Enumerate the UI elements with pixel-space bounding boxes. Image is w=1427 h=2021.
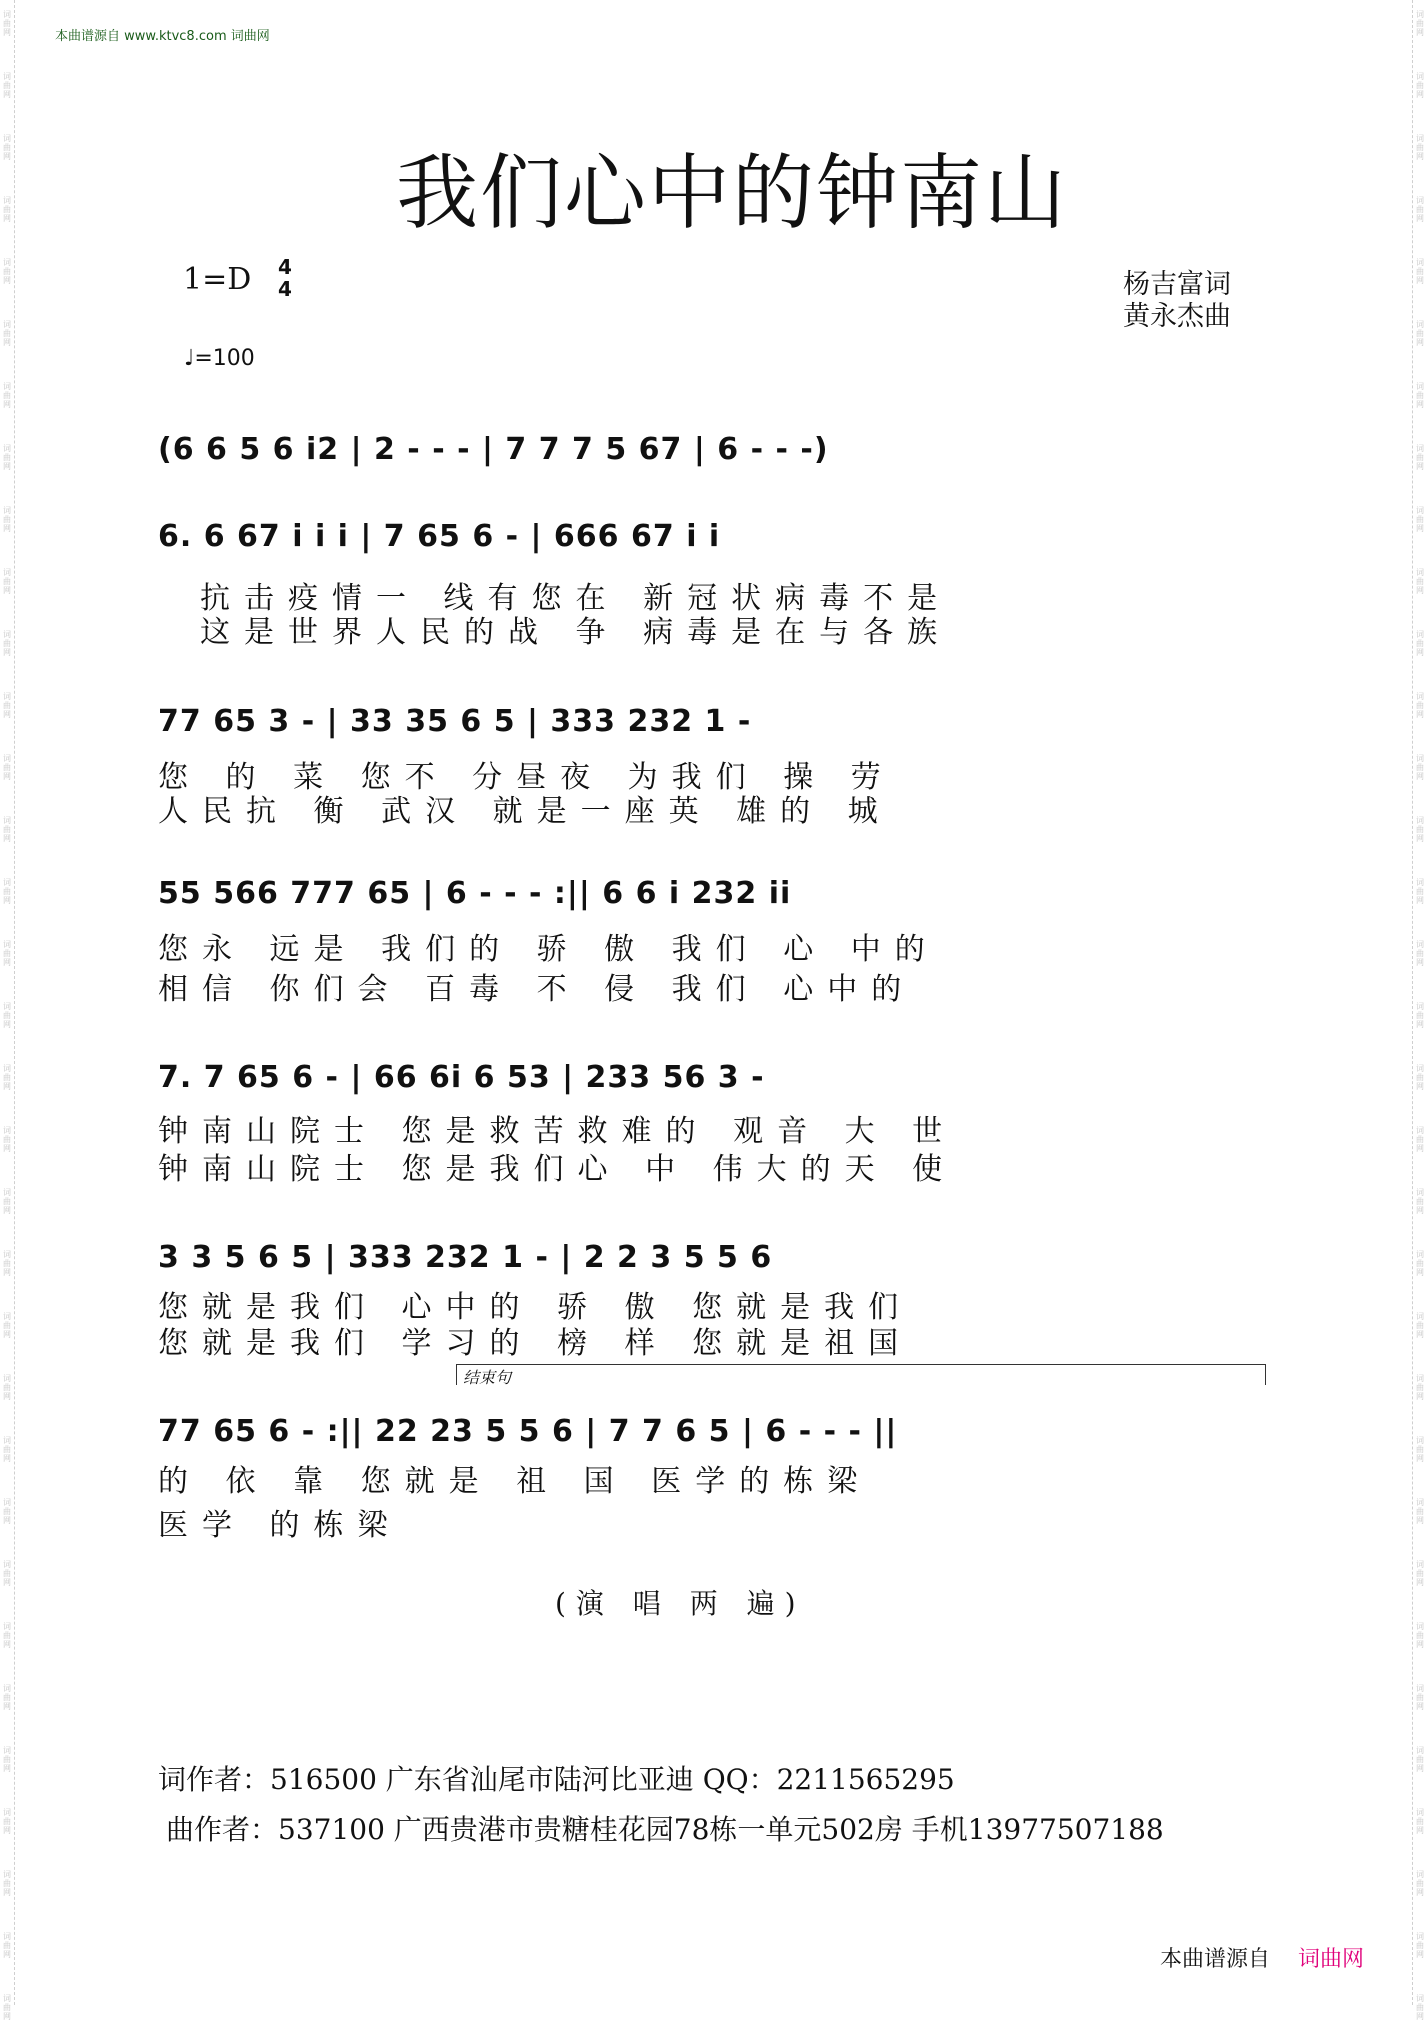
source-header: 本曲谱源自 www.ktvc8.com 词曲网 bbox=[55, 29, 270, 44]
lyricist-contact: 词作者：516500 广东省汕尾市陆河比亚迪 QQ：2211565295 bbox=[158, 1763, 955, 1796]
edge-watermark-mark: 词曲网 bbox=[3, 196, 11, 223]
edge-watermark-mark: 词曲网 bbox=[3, 320, 11, 347]
ending-label: 结束句 bbox=[463, 1368, 512, 1387]
notation-row bbox=[158, 862, 1268, 918]
ending-bracket bbox=[456, 1364, 1266, 1385]
notes: 55 566 777 65 | 6 - - - :|| 6 6 i 232 ii bbox=[158, 876, 792, 911]
edge-watermark-mark: 词曲网 bbox=[1416, 1994, 1424, 2021]
composer-contact: 曲作者：537100 广西贵港市贵糖桂花园78栋一单元502房 手机13977507188 bbox=[166, 1813, 1164, 1846]
time-signature-top: 4 bbox=[278, 255, 292, 279]
edge-watermark-mark: 词曲网 bbox=[1416, 1436, 1424, 1463]
edge-watermark-mark: 词曲网 bbox=[1416, 1498, 1424, 1525]
edge-watermark-mark: 词曲网 bbox=[1416, 1188, 1424, 1215]
score-system-7 bbox=[158, 1400, 1268, 1543]
edge-watermark-mark: 词曲网 bbox=[3, 1250, 11, 1277]
time-signature-bottom: 4 bbox=[278, 277, 292, 301]
right-watermark-strip bbox=[1412, 0, 1427, 2021]
page-title: 我们心中的钟南山 bbox=[396, 146, 1069, 241]
edge-watermark-mark: 词曲网 bbox=[1416, 568, 1424, 595]
lyric-verse-2: 钟南山院士 您是我们心 中 伟大的天 使 bbox=[158, 1152, 957, 1187]
edge-watermark-mark: 词曲网 bbox=[1416, 1374, 1424, 1401]
edge-watermark-mark: 词曲网 bbox=[3, 10, 11, 37]
edge-watermark-mark: 词曲网 bbox=[1416, 1312, 1424, 1339]
score-system-4 bbox=[158, 862, 1268, 1007]
score-system-3 bbox=[158, 690, 1268, 829]
notation-row bbox=[158, 505, 1268, 561]
edge-watermark-mark: 词曲网 bbox=[3, 1126, 11, 1153]
edge-watermark-mark: 词曲网 bbox=[3, 1188, 11, 1215]
edge-watermark-mark: 词曲网 bbox=[3, 1808, 11, 1835]
notes: 6. 6 67 i i i | 7 65 6 - | 666 67 i i bbox=[158, 519, 721, 554]
time-signature bbox=[278, 256, 292, 300]
score-system-1 bbox=[158, 418, 1268, 494]
performance-note: (演 唱 两 遍) bbox=[555, 1587, 806, 1620]
lyric-verse-2: 人民抗 衡 武汉 就是一座英 雄的 城 bbox=[158, 794, 892, 829]
notation-row bbox=[158, 690, 1268, 746]
edge-watermark-mark: 词曲网 bbox=[1416, 72, 1424, 99]
edge-watermark-mark: 词曲网 bbox=[3, 754, 11, 781]
edge-watermark-mark: 词曲网 bbox=[3, 1002, 11, 1029]
edge-watermark-mark: 词曲网 bbox=[3, 1994, 11, 2021]
lyric-verse-1: 您就是我们 心中的 骄 傲 您就是我们 bbox=[158, 1290, 913, 1325]
left-watermark-strip bbox=[0, 0, 15, 2021]
edge-watermark-mark: 词曲网 bbox=[1416, 878, 1424, 905]
edge-watermark-mark: 词曲网 bbox=[1416, 1002, 1424, 1029]
edge-watermark-mark: 词曲网 bbox=[3, 940, 11, 967]
lyric-verse-2: 您就是我们 学习的 榜 样 您就是祖国 bbox=[158, 1326, 913, 1361]
bottom-source-label: 本曲谱源自 bbox=[1160, 1947, 1271, 1972]
edge-watermark-mark: 词曲网 bbox=[1416, 1064, 1424, 1091]
edge-watermark-mark: 词曲网 bbox=[3, 1622, 11, 1649]
edge-watermark-mark: 词曲网 bbox=[1416, 816, 1424, 843]
edge-watermark-mark: 词曲网 bbox=[3, 1064, 11, 1091]
lyric-verse-2: 这是世界人民的战 争 病毒是在与各族 bbox=[200, 615, 952, 650]
edge-watermark-mark: 词曲网 bbox=[1416, 1126, 1424, 1153]
edge-watermark-mark: 词曲网 bbox=[1416, 382, 1424, 409]
notes: 7. 7 65 6 - | 66 6i 6 53 | 233 56 3 - bbox=[158, 1060, 765, 1095]
bottom-source-site: 词曲网 bbox=[1298, 1947, 1365, 1972]
edge-watermark-mark: 词曲网 bbox=[3, 1932, 11, 1959]
edge-watermark-mark: 词曲网 bbox=[3, 1312, 11, 1339]
edge-watermark-mark: 词曲网 bbox=[1416, 134, 1424, 161]
edge-watermark-mark: 词曲网 bbox=[1416, 754, 1424, 781]
score-system-6 bbox=[158, 1226, 1268, 1361]
edge-watermark-mark: 词曲网 bbox=[3, 630, 11, 657]
composer-credit: 黄永杰曲 bbox=[1123, 301, 1231, 332]
edge-watermark-mark: 词曲网 bbox=[3, 1374, 11, 1401]
edge-watermark-mark: 词曲网 bbox=[3, 692, 11, 719]
notation-row bbox=[158, 1046, 1268, 1102]
edge-watermark-mark: 词曲网 bbox=[1416, 940, 1424, 967]
lyricist-credit: 杨吉富词 bbox=[1123, 269, 1231, 300]
edge-watermark-mark: 词曲网 bbox=[3, 1560, 11, 1587]
edge-watermark-mark: 词曲网 bbox=[1416, 1250, 1424, 1277]
edge-watermark-mark: 词曲网 bbox=[1416, 196, 1424, 223]
edge-watermark-mark: 词曲网 bbox=[1416, 320, 1424, 347]
edge-watermark-mark: 词曲网 bbox=[1416, 506, 1424, 533]
edge-watermark-mark: 词曲网 bbox=[1416, 10, 1424, 37]
notes: 77 65 6 - :|| 22 23 5 5 6 | 7 7 6 5 | 6 - - - || bbox=[158, 1414, 898, 1449]
edge-watermark-mark: 词曲网 bbox=[3, 1684, 11, 1711]
notes: 3 3 5 6 5 | 333 232 1 - | 2 2 3 5 5 6 bbox=[158, 1240, 773, 1275]
score-system-5 bbox=[158, 1046, 1268, 1187]
edge-watermark-mark: 词曲网 bbox=[1416, 1870, 1424, 1897]
edge-watermark-mark: 词曲网 bbox=[3, 1746, 11, 1773]
edge-watermark-mark: 词曲网 bbox=[3, 382, 11, 409]
lyric-verse-2: 相信 你们会 百毒 不 侵 我们 心中的 bbox=[158, 972, 916, 1007]
edge-watermark-mark: 词曲网 bbox=[1416, 1622, 1424, 1649]
edge-watermark-mark: 词曲网 bbox=[3, 878, 11, 905]
notation-row bbox=[158, 1400, 1268, 1456]
lyric-verse-1: 您永 远是 我们的 骄 傲 我们 心 中的 bbox=[158, 932, 939, 967]
edge-watermark-mark: 词曲网 bbox=[1416, 1932, 1424, 1959]
edge-watermark-mark: 词曲网 bbox=[1416, 1746, 1424, 1773]
edge-watermark-mark: 词曲网 bbox=[3, 1498, 11, 1525]
edge-watermark-mark: 词曲网 bbox=[3, 506, 11, 533]
lyric-verse-1: 钟南山院士 您是救苦救难的 观音 大 世 bbox=[158, 1114, 957, 1149]
edge-watermark-mark: 词曲网 bbox=[3, 72, 11, 99]
notes: (6 6 5 6 i2 | 2 - - - | 7 7 7 5 67 | 6 - - -) bbox=[158, 432, 829, 467]
notes: 77 65 3 - | 33 35 6 5 | 333 232 1 - bbox=[158, 704, 752, 739]
edge-watermark-mark: 词曲网 bbox=[3, 1436, 11, 1463]
edge-watermark-mark: 词曲网 bbox=[3, 134, 11, 161]
edge-watermark-mark: 词曲网 bbox=[1416, 1808, 1424, 1835]
edge-watermark-mark: 词曲网 bbox=[3, 816, 11, 843]
lyric-verse-1: 抗击疫情一 线有您在 新冠状病毒不是 bbox=[200, 581, 952, 616]
key-signature: 1=D bbox=[183, 262, 252, 297]
edge-watermark-mark: 词曲网 bbox=[3, 258, 11, 285]
edge-watermark-mark: 词曲网 bbox=[1416, 258, 1424, 285]
score-system-2 bbox=[158, 505, 1268, 650]
edge-watermark-mark: 词曲网 bbox=[1416, 630, 1424, 657]
tempo-marking: ♩=100 bbox=[184, 346, 255, 371]
edge-watermark-mark: 词曲网 bbox=[3, 568, 11, 595]
notation-row bbox=[158, 418, 1268, 474]
edge-watermark-mark: 词曲网 bbox=[3, 1870, 11, 1897]
lyric-verse-2: 医学 的栋梁 bbox=[158, 1508, 402, 1543]
edge-watermark-mark: 词曲网 bbox=[1416, 692, 1424, 719]
edge-watermark-mark: 词曲网 bbox=[1416, 1684, 1424, 1711]
edge-watermark-mark: 词曲网 bbox=[3, 444, 11, 471]
edge-watermark-mark: 词曲网 bbox=[1416, 1560, 1424, 1587]
notation-row bbox=[158, 1226, 1268, 1282]
edge-watermark-mark: 词曲网 bbox=[1416, 444, 1424, 471]
lyric-verse-1: 您 的 菜 您不 分昼夜 为我们 操 劳 bbox=[158, 760, 895, 795]
lyric-verse-1: 的 依 靠 您就是 祖 国 医学的栋梁 bbox=[158, 1464, 872, 1499]
